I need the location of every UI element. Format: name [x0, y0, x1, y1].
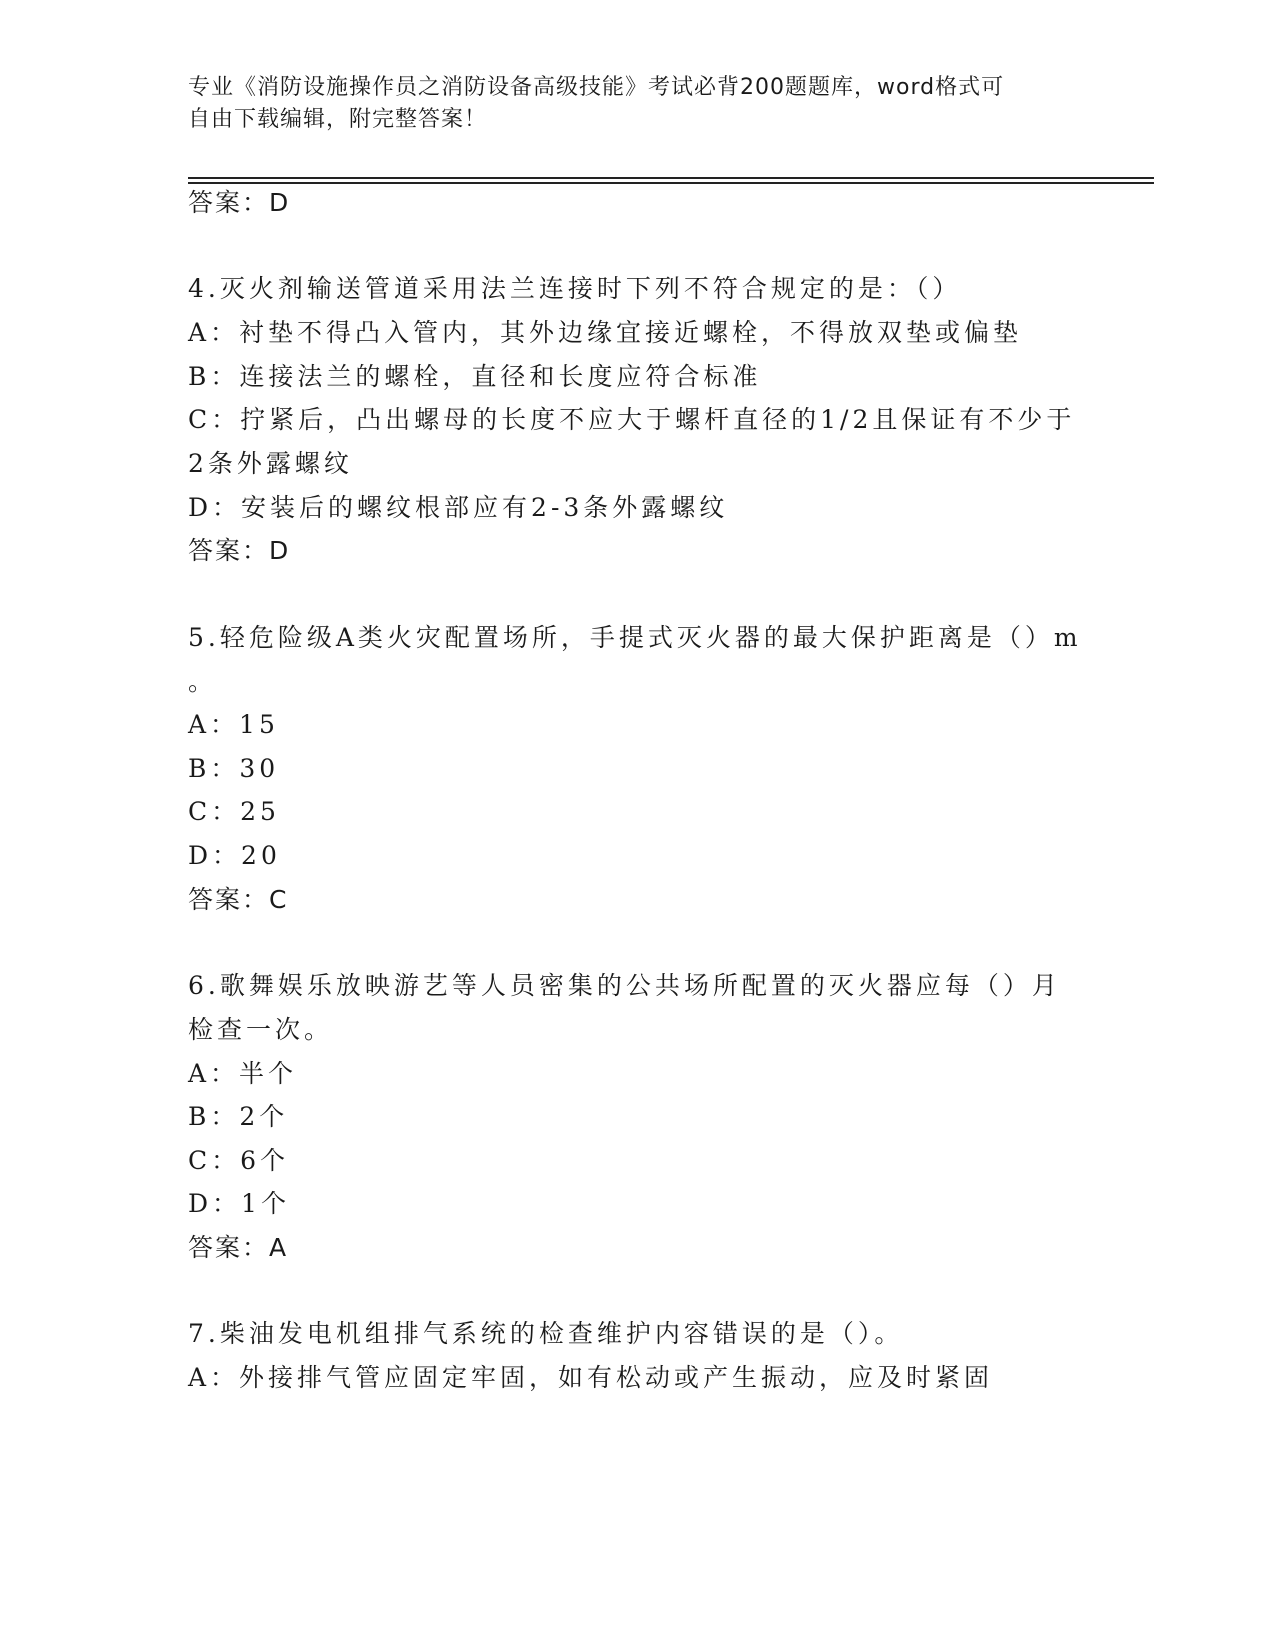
question-6-answer: 答案：A [188, 1233, 289, 1262]
question-7-stem: 7.柴油发电机组排气系统的检查维护内容错误的是（）。 [188, 1319, 904, 1348]
header-divider-top [188, 177, 1154, 179]
question-6-option-c: C：6个 [188, 1146, 290, 1175]
question-5-option-c: C：25 [188, 797, 280, 826]
question-5-stem: 5.轻危险级A类火灾配置场所，手提式灭火器的最大保护距离是（）m [188, 623, 1082, 652]
previous-answer: 答案：D [188, 188, 291, 217]
question-5-answer: 答案：C [188, 885, 289, 914]
question-6-stem-cont: 检查一次。 [188, 1015, 334, 1044]
question-4-stem: 4.灭火剂输送管道采用法兰连接时下列不符合规定的是：（） [188, 274, 962, 303]
question-6-option-b: B：2个 [188, 1102, 289, 1131]
question-5-stem-cont: 。 [188, 667, 218, 696]
question-5-option-a: A：15 [188, 710, 279, 739]
question-4-option-b: B：连接法兰的螺栓，直径和长度应符合标准 [188, 362, 762, 391]
question-4-answer: 答案：D [188, 536, 291, 565]
question-6-option-a: A：半个 [188, 1059, 298, 1088]
question-6-stem: 6.歌舞娱乐放映游艺等人员密集的公共场所配置的灭火器应每（）月 [188, 971, 1061, 1000]
question-4-option-c: C：拧紧后，凸出螺母的长度不应大于螺杆直径的1/2且保证有不少于 [188, 405, 1076, 434]
question-4-option-c-cont: 2条外露螺纹 [188, 449, 353, 478]
document-header [188, 72, 1088, 136]
question-4-option-a: A：衬垫不得凸入管内，其外边缘宜接近螺栓，不得放双垫或偏垫 [188, 318, 1023, 347]
header-divider-bottom [188, 182, 1154, 184]
question-5-option-d: D：20 [188, 841, 281, 870]
header-line-2: 自由下载编辑，附完整答案！ [188, 107, 488, 132]
question-6-option-d: D：1个 [188, 1189, 290, 1218]
question-5-option-b: B：30 [188, 754, 280, 783]
question-4-option-d: D：安装后的螺纹根部应有2-3条外露螺纹 [188, 493, 729, 522]
question-7-option-a: A：外接排气管应固定牢固，如有松动或产生振动，应及时紧固 [188, 1363, 994, 1392]
header-line-1: 专业《消防设施操作员之消防设备高级技能》考试必背200题题库，word格式可 [188, 75, 1005, 100]
